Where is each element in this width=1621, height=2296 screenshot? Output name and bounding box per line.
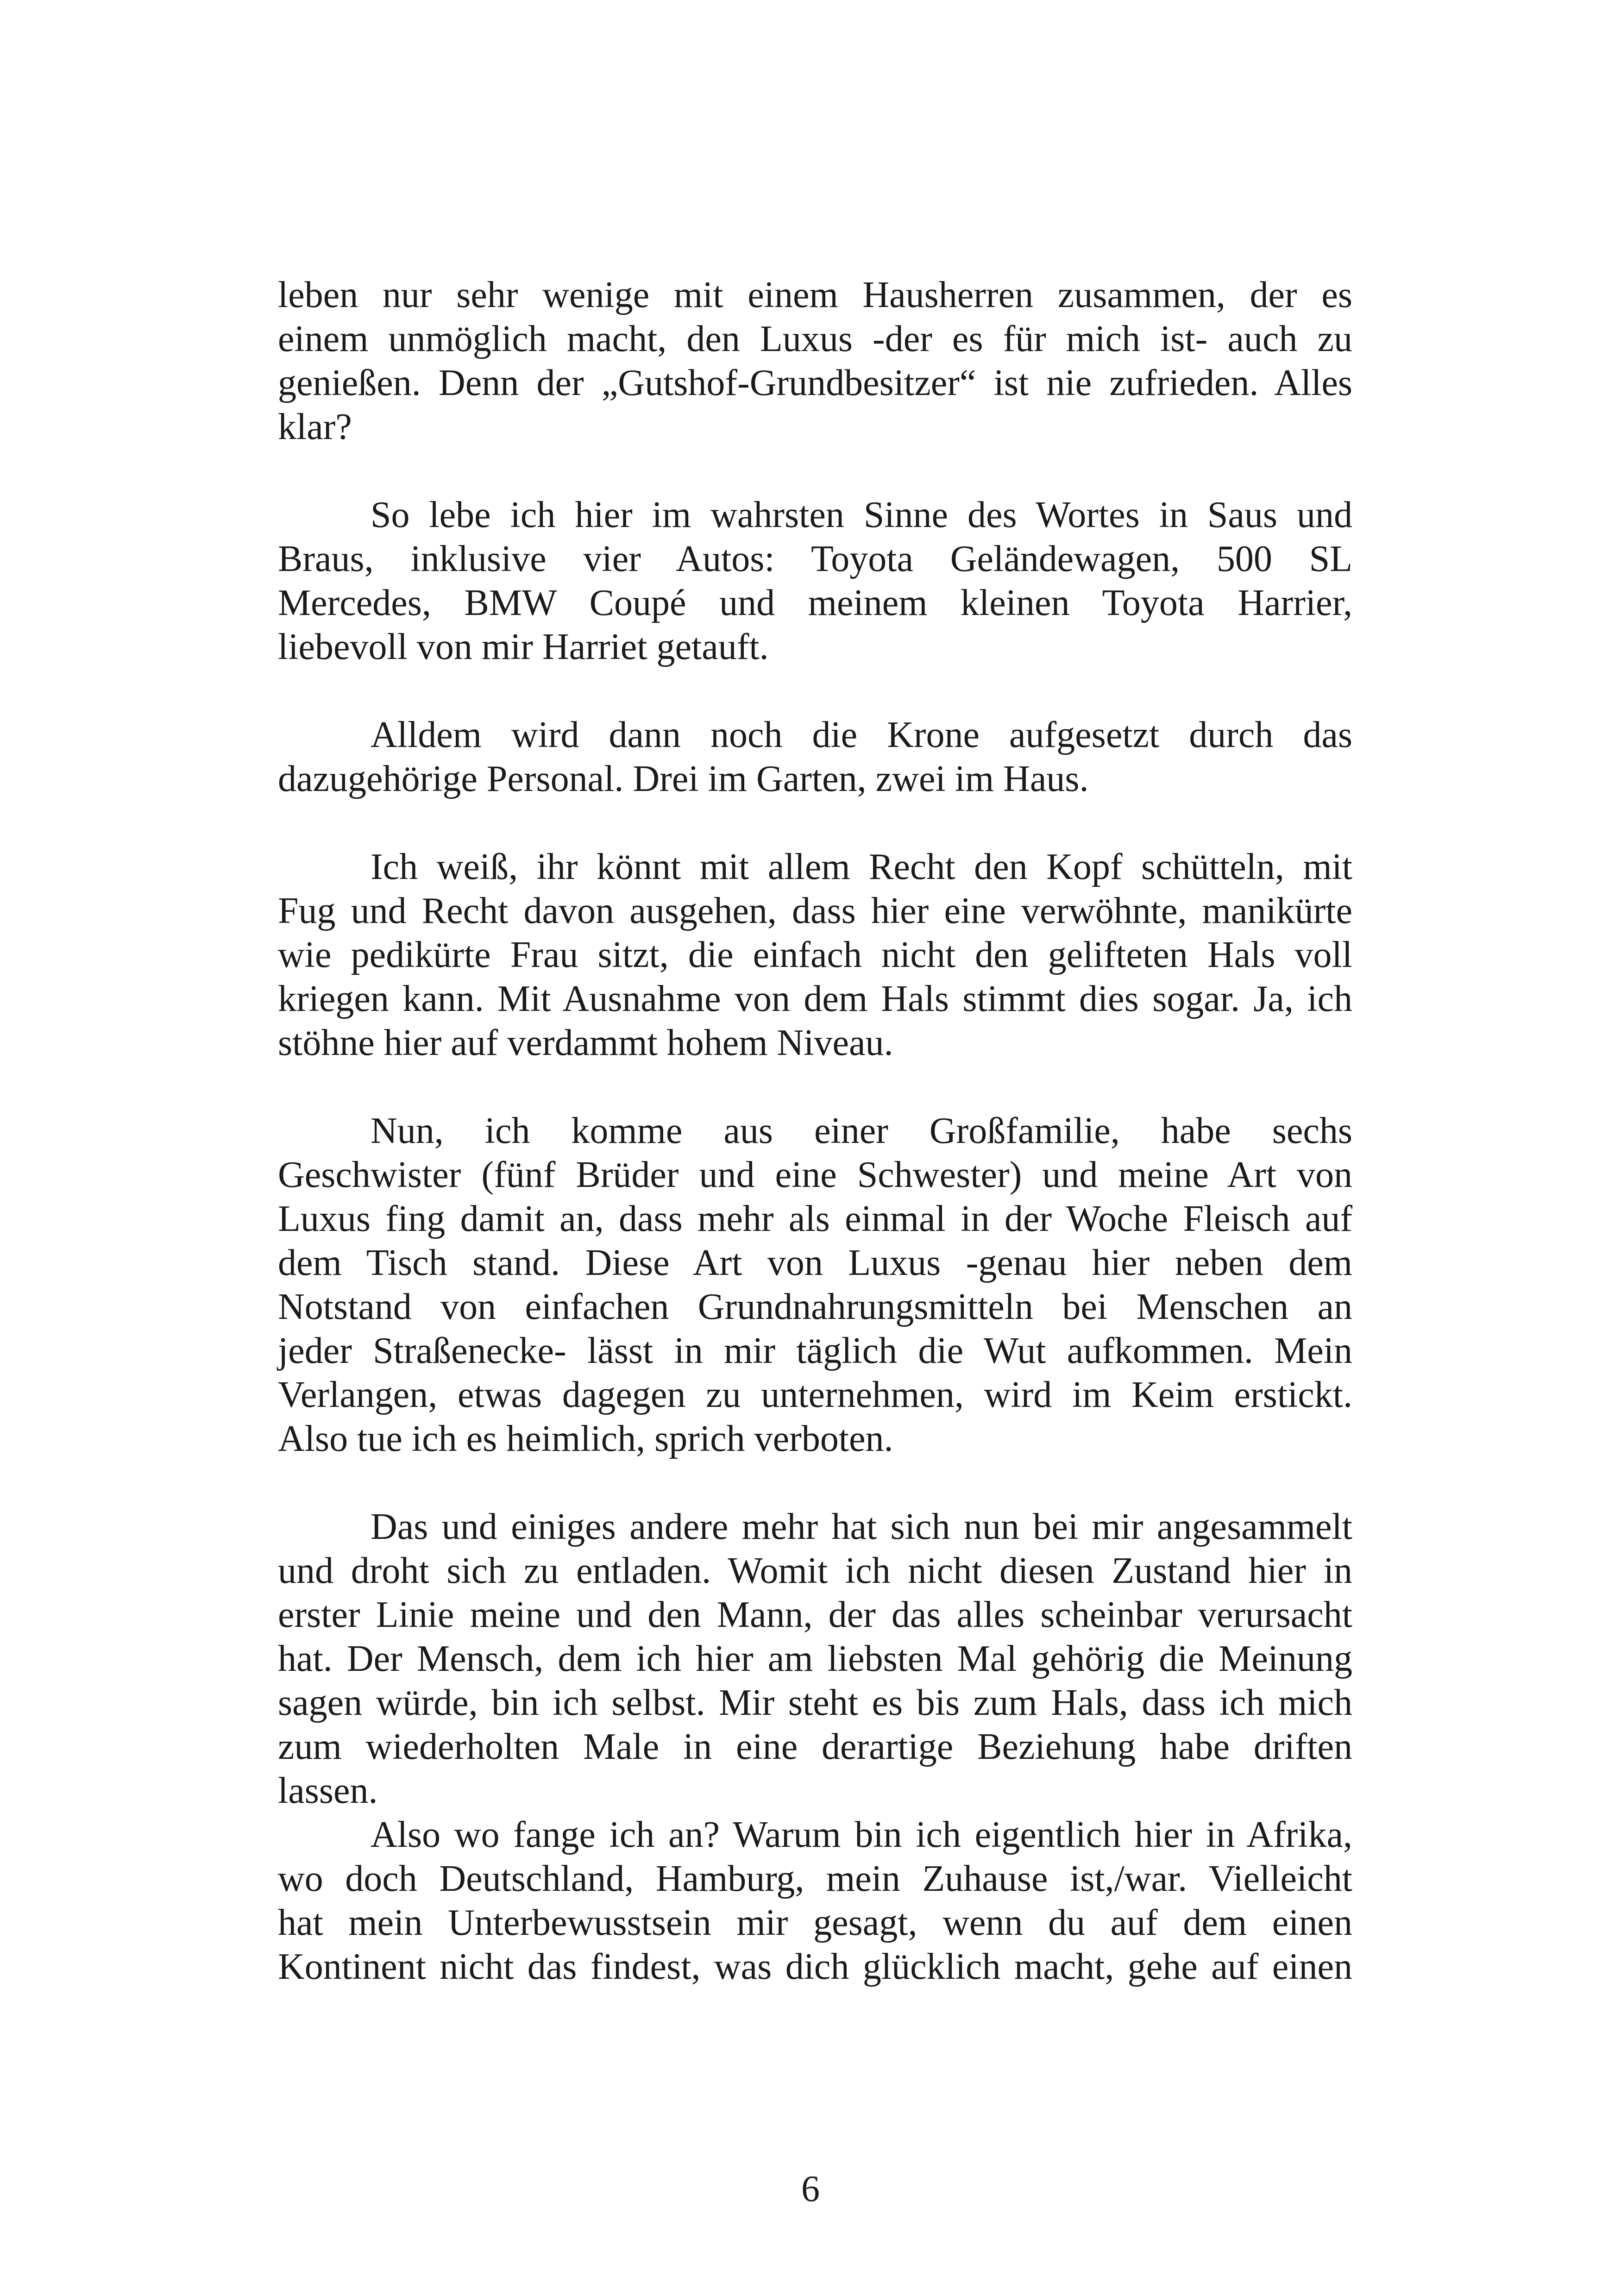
- paragraph: [278, 713, 1352, 801]
- paragraph: [278, 1813, 1352, 1989]
- text-line: Also wo fange ich an? Warum bin ich eigentlich hier in Afrika,: [371, 1814, 1352, 1855]
- text-line: Verlangen, etwas dagegen zu unternehmen, wird im Keim erstickt.: [278, 1374, 1352, 1415]
- text-line: Fug und Recht davon ausgehen, dass hier eine verwöhnte, manikürte: [278, 891, 1352, 931]
- text-line: einem unmöglich macht, den Luxus -der es für mich ist- auch zu: [278, 319, 1352, 359]
- text-line: Luxus fing damit an, dass mehr als einmal in der Woche Fleisch auf: [278, 1198, 1352, 1239]
- text-line: wie pedikürte Frau sitzt, die einfach nicht den gelifteten Hals voll: [278, 935, 1352, 975]
- paragraph: [278, 1505, 1352, 1813]
- text-line: stöhne hier auf verdammt hohem Niveau.: [278, 1023, 893, 1063]
- paragraph: [278, 273, 1352, 449]
- text-line: klar?: [278, 407, 352, 447]
- body-text: [278, 273, 1352, 1989]
- text-line: So lebe ich hier im wahrsten Sinne des Wortes in Saus und: [371, 495, 1352, 535]
- text-line: lassen.: [278, 1770, 378, 1811]
- page-number: 6: [801, 2169, 820, 2209]
- text-line: kriegen kann. Mit Ausnahme von dem Hals stimmt dies sogar. Ja, ich: [278, 979, 1352, 1019]
- text-line: dazugehörige Personal. Drei im Garten, zwei im Haus.: [278, 759, 1089, 799]
- text-line: leben nur sehr wenige mit einem Hausherren zusammen, der es: [278, 275, 1352, 315]
- text-line: sagen würde, bin ich selbst. Mir steht es bis zum Hals, dass ich mich: [278, 1682, 1352, 1723]
- paragraph: [278, 845, 1352, 1065]
- text-line: Mercedes, BMW Coupé und meinem kleinen Toyota Harrier,: [278, 583, 1352, 623]
- text-line: Geschwister (fünf Brüder und eine Schwester) und meine Art von: [278, 1154, 1352, 1195]
- text-line: erster Linie meine und den Mann, der das alles scheinbar verursacht: [278, 1594, 1352, 1635]
- paragraph-gap: [278, 1065, 1352, 1109]
- paragraph-gap: [278, 449, 1352, 493]
- text-line: genießen. Denn der „Gutshof-Grundbesitzer“ ist nie zufrieden. Alles: [278, 363, 1352, 403]
- text-line: dem Tisch stand. Diese Art von Luxus -genau hier neben dem: [278, 1242, 1352, 1283]
- paragraph-gap: [278, 1461, 1352, 1505]
- text-line: Kontinent nicht das findest, was dich glücklich macht, gehe auf einen: [278, 1946, 1352, 1987]
- text-line: Also tue ich es heimlich, sprich verboten.: [278, 1418, 893, 1459]
- text-line: jeder Straßenecke- lässt in mir täglich die Wut aufkommen. Mein: [278, 1330, 1352, 1371]
- text-line: Nun, ich komme aus einer Großfamilie, habe sechs: [371, 1110, 1352, 1151]
- text-line: Alldem wird dann noch die Krone aufgesetzt durch das: [371, 715, 1352, 755]
- text-line: Notstand von einfachen Grundnahrungsmitteln bei Menschen an: [278, 1286, 1352, 1327]
- text-line: Das und einiges andere mehr hat sich nun bei mir angesammelt: [371, 1506, 1352, 1547]
- text-line: zum wiederholten Male in eine derartige Beziehung habe driften: [278, 1726, 1352, 1767]
- paragraph-gap: [278, 801, 1352, 845]
- text-line: und droht sich zu entladen. Womit ich nicht diesen Zustand hier in: [278, 1550, 1352, 1591]
- paragraph: [278, 1109, 1352, 1461]
- paragraph-gap: [278, 669, 1352, 713]
- text-line: hat mein Unterbewusstsein mir gesagt, wenn du auf dem einen: [278, 1902, 1352, 1943]
- text-line: hat. Der Mensch, dem ich hier am liebsten Mal gehörig die Meinung: [278, 1638, 1352, 1679]
- text-line: wo doch Deutschland, Hamburg, mein Zuhause ist,/war. Vielleicht: [278, 1858, 1352, 1899]
- text-line: Ich weiß, ihr könnt mit allem Recht den Kopf schütteln, mit: [371, 847, 1352, 887]
- text-line: liebevoll von mir Harriet getauft.: [278, 627, 769, 667]
- text-line: Braus, inklusive vier Autos: Toyota Geländewagen, 500 SL: [278, 539, 1352, 579]
- paragraph: [278, 493, 1352, 669]
